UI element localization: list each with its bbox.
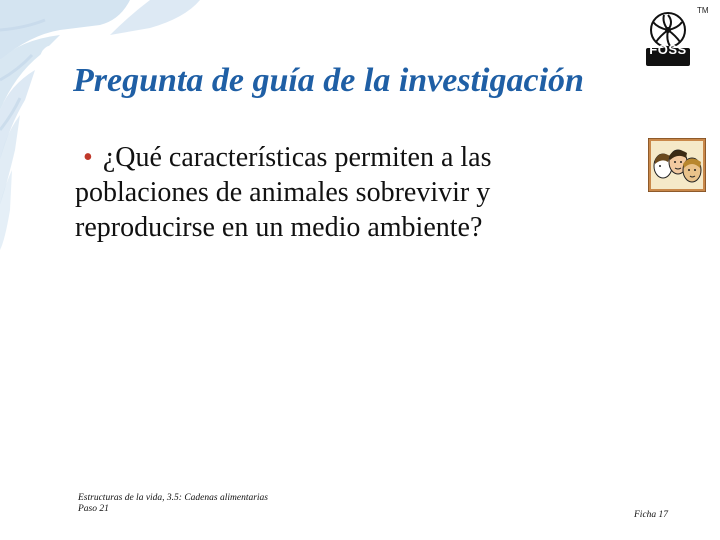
foss-logo-icon <box>644 8 692 68</box>
foss-logo-text: FOSS <box>649 42 687 57</box>
bullet-icon: • <box>83 142 93 173</box>
question-content: ¿Qué características permiten a las poblaciones de animales sobrevivir y reproducirse en un medio ambiente? <box>75 142 492 243</box>
trademark-label: TM <box>697 6 709 15</box>
footer-course-info <box>78 493 268 515</box>
question-text <box>75 140 625 245</box>
people-discussion-icon <box>648 138 706 192</box>
footer-step: Paso 21 <box>78 504 109 514</box>
slide-title: Pregunta de guía de la investigación <box>73 62 584 99</box>
footer-course-title: Estructuras de la vida, 3.5: Cadenas alimentarias <box>78 493 268 503</box>
slide-number: Ficha 17 <box>634 510 669 520</box>
